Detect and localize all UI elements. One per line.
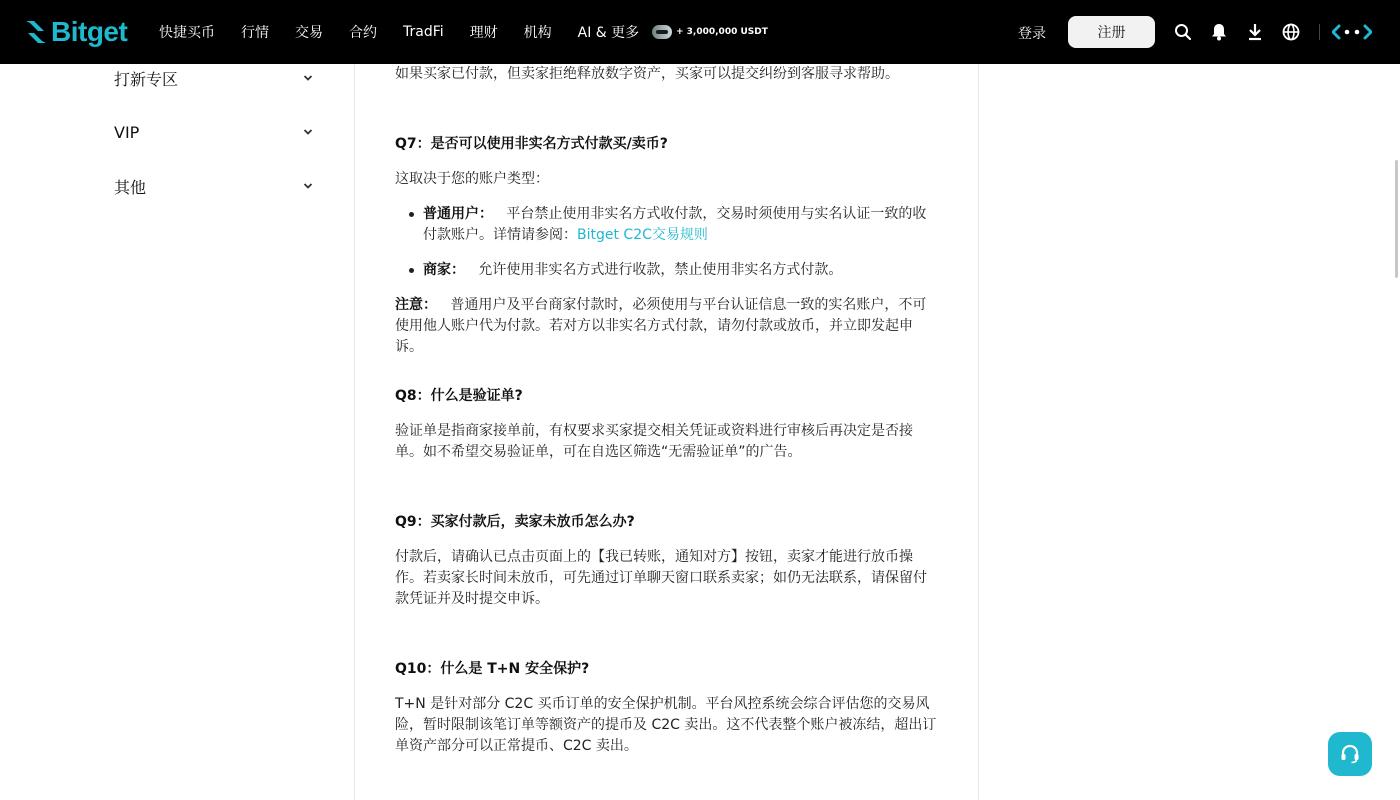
- sidebar-item-label: VIP: [114, 122, 140, 142]
- chevron-down-icon: [302, 126, 314, 138]
- faq-category-sidebar: [0, 64, 354, 800]
- q9-answer: 付款后，请确认已点击页面上的【我已转账，通知对方】按钮，卖家才能进行放币操作。若卖家长时间未放币，可先通过订单聊天窗口联系卖家；如仍无法联系，请保留付款凭证并及时提交申诉。: [395, 549, 927, 607]
- chevron-down-icon: [302, 72, 314, 84]
- list-item-term: 商家：: [423, 262, 465, 278]
- page-scrollbar-thumb[interactable]: [1395, 160, 1398, 278]
- download-icon[interactable]: [1245, 22, 1265, 42]
- headset-icon: [1339, 743, 1361, 765]
- customer-support-button[interactable]: [1328, 732, 1372, 776]
- main-nav: [146, 0, 652, 64]
- q7-intro: 这取决于您的账户类型：: [395, 171, 549, 187]
- sidebar-item-label: 打新专区: [114, 69, 179, 89]
- top-navigation-bar: [0, 0, 1400, 64]
- nav-institutional[interactable]: 机构: [523, 25, 552, 41]
- q9-question: Q9：买家付款后，卖家未放币怎么办?: [395, 514, 635, 530]
- q6-answer-tail: 如果买家已付款，但卖家拒绝释放数字资产，买家可以提交纠纷到客服寻求帮助。: [395, 66, 899, 82]
- content-right-border: [978, 64, 979, 800]
- nav-quick-buy[interactable]: 快捷买币: [159, 25, 215, 41]
- bitget-logo[interactable]: [24, 16, 127, 48]
- list-item: [423, 260, 939, 281]
- list-item: [423, 204, 939, 246]
- q10-question: Q10：什么是 T+N 安全保护?: [395, 661, 590, 677]
- q8-question: Q8：什么是验证单?: [395, 388, 523, 404]
- c2c-rules-link[interactable]: Bitget C2C交易规则: [577, 227, 708, 243]
- faq-article: [355, 64, 978, 800]
- promo-badge-icon: [652, 25, 672, 39]
- bitget-logo-icon: [24, 18, 48, 46]
- search-icon[interactable]: [1173, 22, 1193, 42]
- nav-futures[interactable]: 合约: [349, 25, 377, 41]
- header-divider: [1319, 24, 1320, 40]
- sidebar-item-vip[interactable]: [114, 118, 314, 146]
- sidebar-item-launchpad[interactable]: [114, 64, 314, 92]
- note-term: 注意：: [395, 297, 437, 313]
- login-button[interactable]: 登录: [1018, 26, 1046, 42]
- sidebar-item-other[interactable]: [114, 172, 314, 200]
- nav-ai-more[interactable]: AI & 更多: [577, 25, 640, 41]
- nav-markets[interactable]: 行情: [241, 25, 269, 41]
- notification-bell-icon[interactable]: [1209, 22, 1229, 42]
- logo-text: Bitget: [51, 16, 128, 47]
- q10-answer: T+N 是针对部分 C2C 买币订单的安全保护机制。平台风控系统会综合评估您的交易风险，暂时限制该笔订单等额资产的提币及 C2C 卖出。这不代表整个账户被冻结，超出订单资产部分可以正常提币、C2C 卖出。: [395, 696, 937, 754]
- note-text: 普通用户及平台商家付款时，必须使用与平台认证信息一致的实名账户，不可使用他人账户代为付款。若对方以非实名方式付款，请勿付款或放币，并立即发起申诉。: [395, 297, 927, 355]
- brand-mark-icon[interactable]: [1332, 24, 1372, 40]
- globe-icon[interactable]: [1281, 22, 1301, 42]
- nav-tradfi[interactable]: TradFi: [403, 24, 444, 40]
- q8-answer: 验证单是指商家接单前，有权要求买家提交相关凭证或资料进行审核后再决定是否接单。如不希望交易验证单，可在自选区筛选“无需验证单”的广告。: [395, 423, 913, 460]
- chevron-down-icon: [302, 180, 314, 192]
- q7-note: [395, 295, 939, 358]
- promo-text: + 3,000,000 USDT: [676, 27, 768, 37]
- nav-earn[interactable]: 理财: [469, 25, 498, 41]
- list-item-text: 允许使用非实名方式进行收款，禁止使用非实名方式付款。: [478, 262, 843, 278]
- list-item-term: 普通用户：: [423, 206, 493, 222]
- sidebar-item-label: 其他: [114, 177, 147, 197]
- list-item-text: 平台禁止使用非实名方式收付款，交易时须使用与实名认证一致的收付款账户。详情请参阅：: [423, 206, 927, 243]
- promo-banner[interactable]: [652, 23, 768, 41]
- q7-question: Q7：是否可以使用非实名方式付款买/卖币?: [395, 136, 668, 152]
- nav-trade[interactable]: 交易: [295, 25, 323, 41]
- register-button[interactable]: 注册: [1068, 16, 1155, 48]
